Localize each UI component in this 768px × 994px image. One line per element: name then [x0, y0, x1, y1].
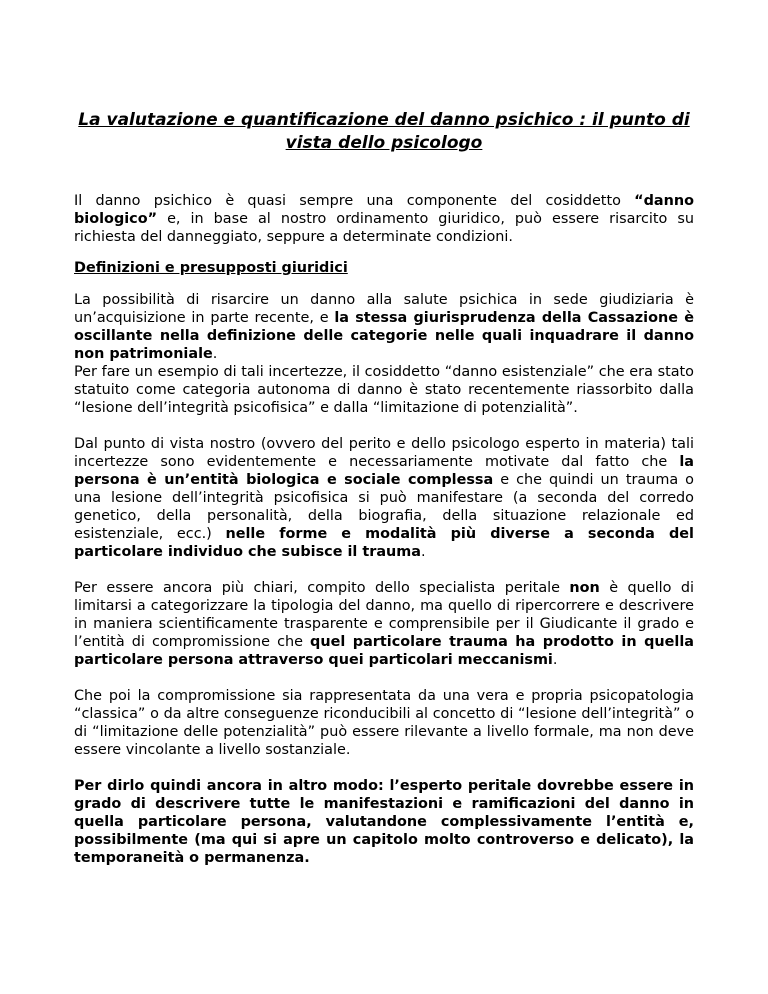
document-title: La valutazione e quantificazione del danno psichico : il punto di vista dello psicologo — [78, 110, 690, 153]
p4-bold-2: quel particolare trauma ha prodotto in quella particolare persona attraverso quei particolari meccanismi — [74, 634, 694, 668]
paragraph-6 — [74, 777, 694, 867]
paragraph-2: Per fare un esempio di tali incertezze, il cosiddetto “danno esistenziale” che era stato statuito come categoria autonoma di danno è stato recentemente riassorbito dalla “lesione dell’integrità psicofisica” e dalla “limitazione di potenzialità”. — [74, 364, 694, 416]
p4-text-1: Per essere ancora più chiari, compito dello specialista peritale — [74, 580, 570, 596]
paragraph-4 — [74, 579, 694, 669]
p3-text-1: Dal punto di vista nostro (ovvero del perito e dello psicologo esperto in materia) tali incertezze sono evidentemente e necessariamente motivate dal fatto che — [74, 436, 694, 470]
p3-bold-2: nelle forme e modalità più diverse a seconda del particolare individuo che subisce il trauma — [74, 526, 694, 560]
paragraph-5: Che poi la compromissione sia rappresentata da una vera e propria psicopatologia “classica” o da altre conseguenze riconducibili al concetto di “lesione dell’integrità” o di “limitazione delle potenzialità” può essere rilevante a livello formale, ma non deve essere vincolante a livello sostanziale. — [74, 688, 694, 758]
p4-bold-1: non — [569, 580, 600, 596]
intro-text-1: Il danno psichico è quasi sempre una componente del cosiddetto — [74, 193, 635, 209]
intro-text-2: e, in base al nostro ordinamento giuridico, può essere risarcito su richiesta del danneggiato, seppure a determinate condizioni. — [74, 211, 694, 245]
p1-text-1: La possibilità di risarcire un danno alla salute psichica in sede giudiziaria è un’acquisizione in parte recente, e — [74, 292, 694, 326]
document-page — [74, 0, 694, 867]
p3-text-3: . — [420, 544, 426, 560]
p1-text-2: . — [212, 346, 218, 362]
section-heading: Definizioni e presupposti giuridici — [74, 260, 348, 276]
paragraph-3 — [74, 435, 694, 561]
p4-text-2: è quello di limitarsi a categorizzare la tipologia del danno, ma quello di ripercorrere e descrivere in maniera scientificamente trasparente e comprensibile per il Giudicante il grado e l’entità di compromissione che — [74, 580, 694, 650]
p6-bold: Per dirlo quindi ancora in altro modo: l’esperto peritale dovrebbe essere in grado di descrivere tutte le manifestazioni e ramificazioni del danno in quella particolare persona, valutandone complessivamente l’entità e, possibilmente (ma qui si apre un capitolo molto controverso e delicato), la temporaneità o permanenza. — [74, 778, 694, 866]
p4-text-3: . — [552, 652, 558, 668]
p3-text-2: e che quindi un trauma o una lesione dell’integrità psicofisica si può manifestare (a seconda del corredo genetico, della personalità, della biografia, della situazione relazionale ed esistenziale, ecc.) — [74, 472, 694, 542]
intro-paragraph — [74, 192, 694, 246]
p3-bold-1: la persona è un’entità biologica e sociale complessa — [74, 454, 694, 488]
p1-bold-1: la stessa giurisprudenza della Cassazione è oscillante nella definizione delle categorie nelle quali inquadrare il danno non patrimoniale — [74, 310, 694, 362]
intro-bold-1: “danno biologico” — [74, 193, 694, 227]
paragraph-1 — [74, 291, 694, 363]
